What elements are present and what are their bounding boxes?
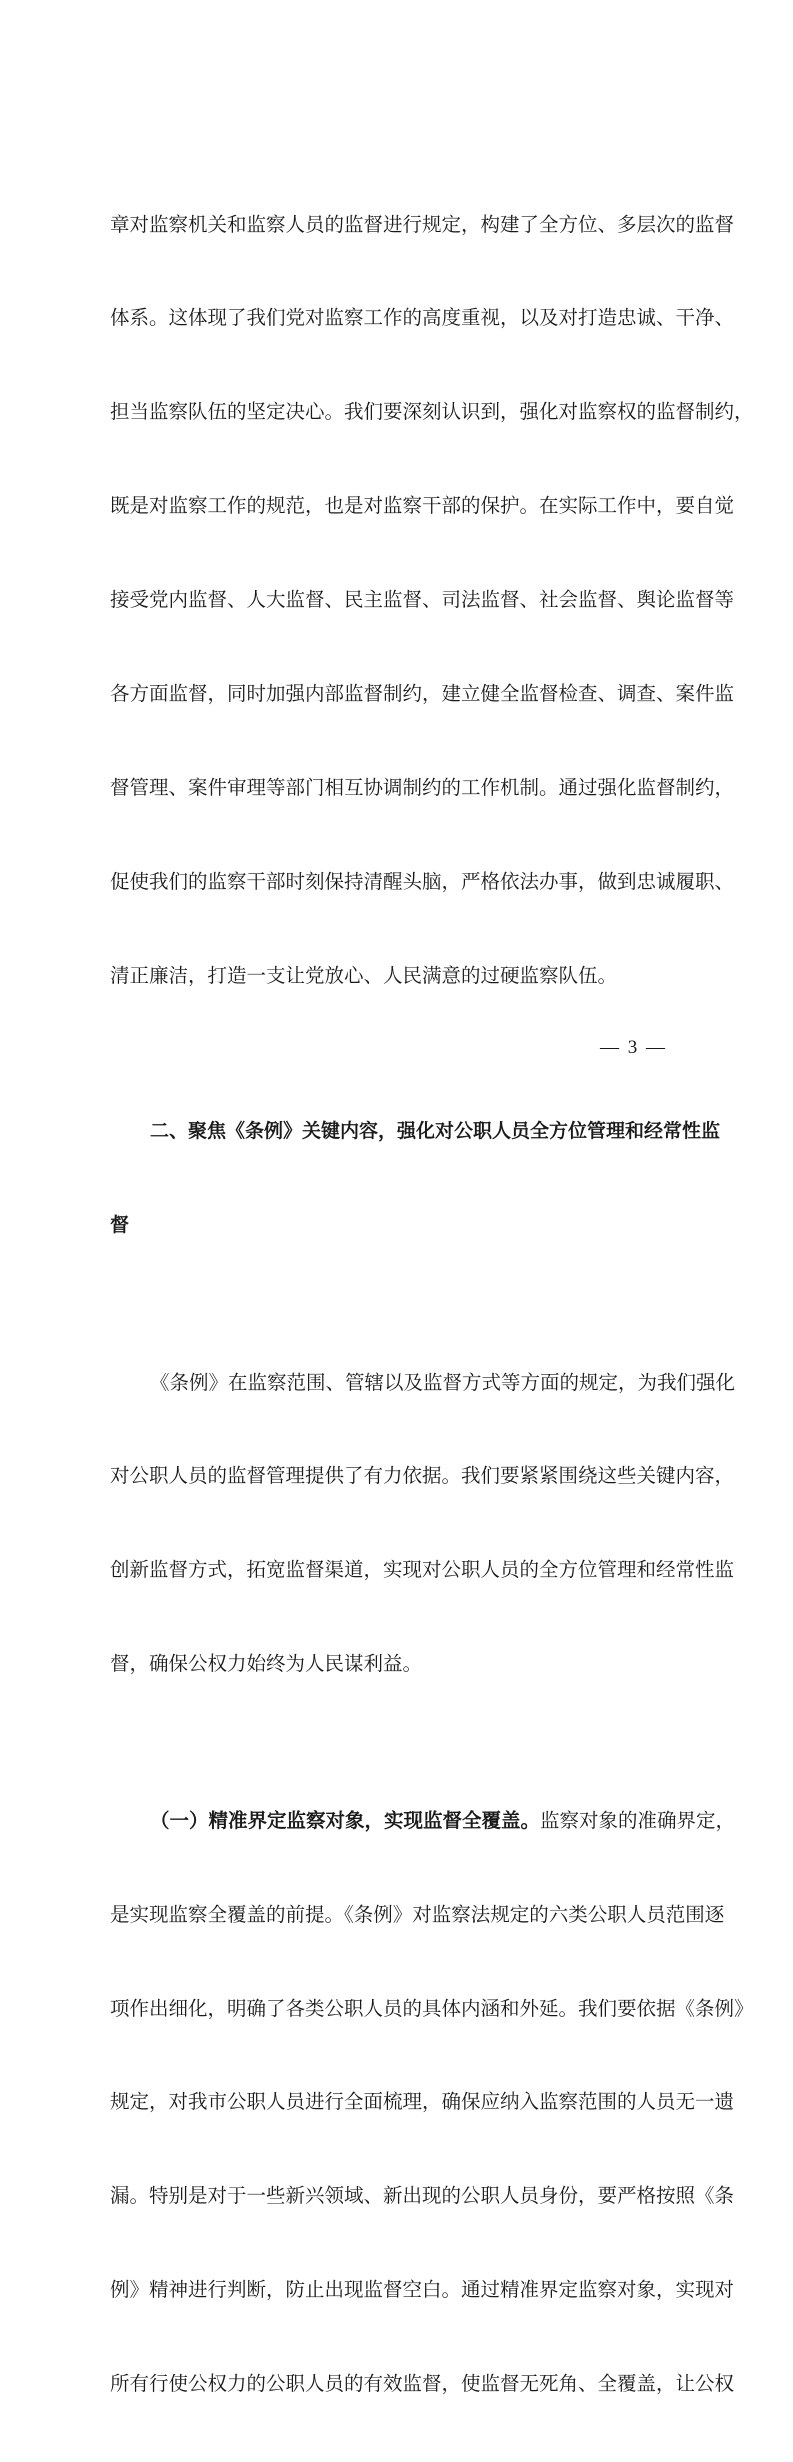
text-line: 既是对监察工作的规范，也是对监察干部的保护。在实际工作中，要自觉 — [110, 494, 735, 518]
paragraph-2 — [110, 1304, 736, 1742]
text-line: 各方面监督，同时加强内部监督制约，建立健全监督检查、调查、案件监 — [110, 682, 735, 706]
text-line: 项作出细化，明确了各类公职人员的具体内涵和外延。我们要依据《条例》 — [110, 1996, 754, 2020]
text-line: 例》精神进行判断，防止出现监督空白。通过精准界定监察对象，实现对 — [110, 2278, 735, 2302]
section-heading-2 — [110, 1054, 721, 1304]
heading-line: 督 — [110, 1214, 130, 1237]
text-line: 章对监察机关和监察人员的监督进行规定，构建了全方位、多层次的监督 — [110, 212, 735, 236]
text-line: 所有行使公权力的公职人员的有效监督，使监督无死角、全覆盖，让公权 — [110, 2372, 735, 2396]
text-line: 漏。特别是对于一些新兴领域、新出现的公职人员身份，要严格按照《条 — [110, 2184, 735, 2208]
text-line: 体系。这体现了我们党对监察工作的高度重视，以及对打造忠诚、干净、 — [110, 306, 735, 330]
text-line: 创新监督方式，拓宽监督渠道，实现对公职人员的全方位管理和经常性监 — [110, 1558, 735, 1582]
text-line: 对公职人员的监督管理提供了有力依据。我们要紧紧围绕这些关键内容， — [110, 1464, 735, 1488]
text-run: 监察对象的准确界定， — [540, 1808, 736, 1832]
text-line — [110, 1805, 736, 1836]
text-line: 规定，对我市公职人员进行全面梳理，确保应纳入监察范围的人员无一遗 — [110, 2090, 735, 2114]
paragraph-3 — [110, 1742, 754, 2462]
paragraph-1 — [110, 146, 754, 1054]
text-line: 督管理、案件审理等部门相互协调制约的工作机制。通过强化监督制约， — [110, 775, 735, 799]
text-line: 清正廉洁，打造一支让党放心、人民满意的过硬监察队伍。 — [110, 963, 618, 987]
text-line: 促使我们的监察干部时刻保持清醒头脑，严格依法办事，做到忠诚履职、 — [110, 869, 735, 893]
text-line: 是实现监察全覆盖的前提。《条例》对监察法规定的六类公职人员范围逐 — [110, 1902, 725, 1926]
document-body — [110, 146, 754, 2462]
text-line: 接受党内监督、人大监督、民主监督、司法监督、社会监督、舆论监督等 — [110, 588, 735, 612]
page-number: — 3 — — [600, 1037, 667, 1058]
subheading-1: （一）精准界定监察对象，实现监督全覆盖。 — [150, 1808, 541, 1832]
text-line: 《条例》在监察范围、管辖以及监督方式等方面的规定，为我们强化 — [150, 1370, 736, 1394]
text-line: 担当监察队伍的坚定决心。我们要深刻认识到，强化对监察权的监督制约， — [110, 400, 754, 424]
heading-line: 二、聚焦《条例》关键内容，强化对公职人员全方位管理和经常性监 — [150, 1120, 721, 1143]
text-line: 督，确保公权力始终为人民谋利益。 — [110, 1652, 423, 1676]
